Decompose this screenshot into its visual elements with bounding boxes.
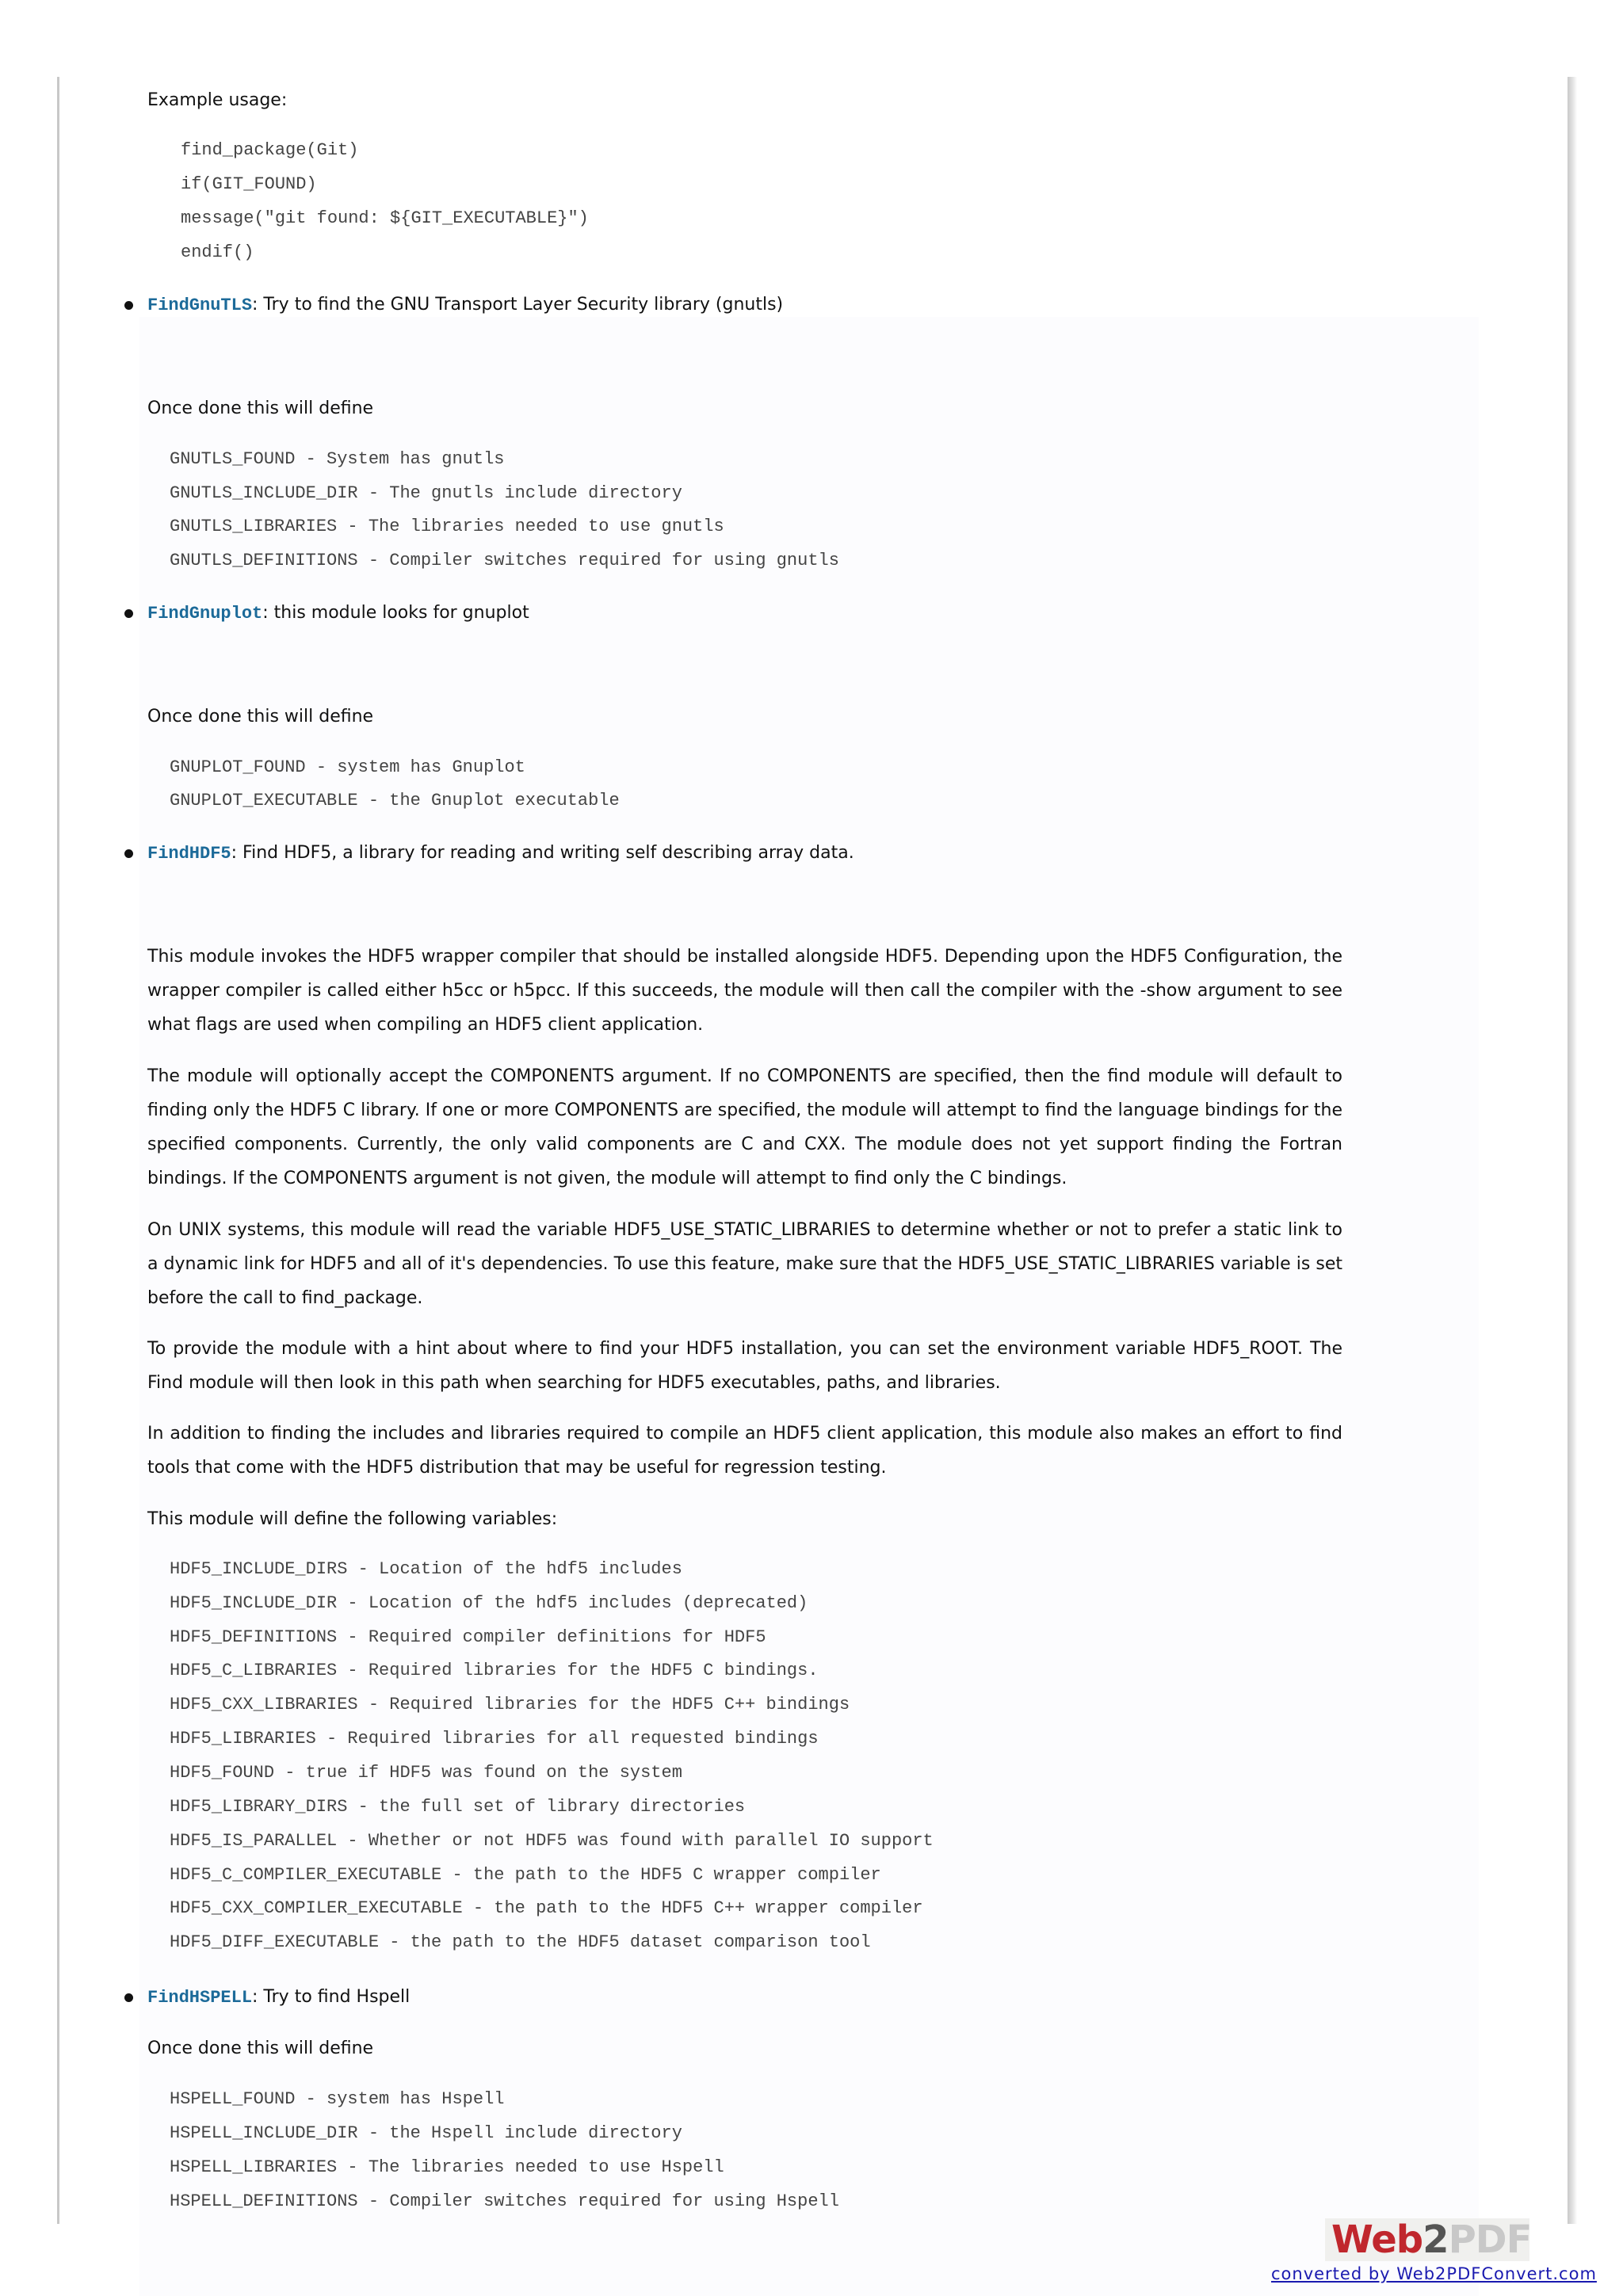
variable-line: HSPELL_INCLUDE_DIR - the Hspell include directory	[170, 2123, 682, 2143]
variable-line: GNUTLS_FOUND - System has gnutls	[170, 449, 505, 469]
variable-line: HDF5_LIBRARY_DIRS - the full set of library directories	[170, 1797, 746, 1817]
module-link-hspell[interactable]: FindHSPELL	[147, 1988, 253, 2008]
variable-line: HDF5_CXX_LIBRARIES - Required libraries for the HDF5 C++ bindings	[170, 1695, 850, 1714]
once-done-label: Once done this will define	[147, 399, 374, 418]
variable-line: HDF5_C_COMPILER_EXECUTABLE - the path to the HDF5 C wrapper compiler	[170, 1865, 881, 1885]
variable-line: GNUTLS_DEFINITIONS - Compiler switches required for using gnutls	[170, 551, 839, 570]
module-link-hdf5[interactable]: FindHDF5	[147, 844, 231, 864]
variable-line: HSPELL_DEFINITIONS - Compiler switches required for using Hspell	[170, 2191, 839, 2211]
variable-line: GNUPLOT_EXECUTABLE - the Gnuplot executable	[170, 791, 620, 810]
logo-web-text: Web	[1331, 2218, 1423, 2262]
logo-two-text: 2	[1423, 2218, 1449, 2262]
variable-line: HDF5_DIFF_EXECUTABLE - the path to the HDF5 dataset comparison tool	[170, 1932, 871, 1952]
hdf5-paragraph: On UNIX systems, this module will read the variable HDF5_USE_STATIC_LIBRARIES to determine whether or not to prefer a static link to a dynamic link for HDF5 and all of it's dependencies. To use this feature, make sure that the HDF5_USE_STATIC_LIBRARIES variable is set before the call to find_package.	[147, 1220, 1342, 1308]
page-shadow	[1568, 77, 1577, 2224]
code-line: if(GIT_FOUND)	[181, 174, 317, 194]
variable-line: HDF5_IS_PARALLEL - Whether or not HDF5 was found with parallel IO support	[170, 1831, 934, 1851]
variable-line: HDF5_INCLUDE_DIR - Location of the hdf5 includes (deprecated)	[170, 1593, 808, 1613]
module-item-hdf5	[147, 841, 854, 866]
web2pdf-logo	[1325, 2218, 1532, 2262]
hdf5-paragraph: To provide the module with a hint about where to find your HDF5 installation, you can set the environment variable HDF5_ROOT. The Find module will then look in this path when searching for HDF5 executables, paths, and libraries.	[147, 1339, 1342, 1393]
variable-line: HDF5_LIBRARIES - Required libraries for all requested bindings	[170, 1729, 819, 1749]
hdf5-paragraph: In addition to finding the includes and libraries required to compile an HDF5 client application, this module also makes an effort to find tools that come with the HDF5 distribution that may be useful for regression testing.	[147, 1424, 1342, 1478]
module-item-gnuplot	[147, 601, 529, 626]
module-description: : Try to find Hspell	[252, 1987, 411, 2007]
module-description: : Find HDF5, a library for reading and writing self describing array data.	[231, 843, 854, 863]
variable-line: HDF5_CXX_COMPILER_EXECUTABLE - the path to the HDF5 C++ wrapper compiler	[170, 1898, 923, 1918]
logo-pdf-text: PDF	[1448, 2218, 1532, 2262]
code-line: message("git found: ${GIT_EXECUTABLE}")	[181, 208, 589, 228]
converted-by-link[interactable]: converted by Web2PDFConvert.com	[1271, 2264, 1597, 2283]
variable-line: GNUPLOT_FOUND - system has Gnuplot	[170, 757, 525, 777]
hdf5-paragraph: This module invokes the HDF5 wrapper compiler that should be installed alongside HDF5. Depending upon the HDF5 Configuration, the wrapper compiler is called either h5cc or h5pcc. If this succeeds, the module will then call the compiler with the -show argument to see what flags are used when compiling an HDF5 client application.	[147, 947, 1342, 1035]
bullet-icon	[124, 301, 133, 310]
bullet-icon	[124, 849, 133, 858]
module-link-gnutls[interactable]: FindGnuTLS	[147, 296, 253, 315]
variable-line: HSPELL_FOUND - system has Hspell	[170, 2089, 505, 2109]
variable-line: HDF5_C_LIBRARIES - Required libraries for the HDF5 C bindings.	[170, 1661, 819, 1680]
code-line: find_package(Git)	[181, 140, 359, 160]
once-done-label: Once done this will define	[147, 707, 374, 727]
bullet-icon	[124, 609, 133, 618]
hdf5-paragraph: This module will define the following variables:	[147, 1509, 558, 1529]
bullet-icon	[124, 1993, 133, 2002]
code-line: endif()	[181, 242, 254, 262]
variable-line: HDF5_FOUND - true if HDF5 was found on the system	[170, 1763, 682, 1783]
hdf5-paragraph: The module will optionally accept the COMPONENTS argument. If no COMPONENTS are specified, then the find module will default to finding only the HDF5 C library. If one or more COMPONENTS are specified, the module will attempt to find the language bindings for the specified components. Currently, the only valid components are C and CXX. The module does not yet support finding the Fortran bindings. If the COMPONENTS argument is not given, the module will attempt to find only the C bindings.	[147, 1066, 1342, 1188]
module-description: : Try to find the GNU Transport Layer Security library (gnutls)	[252, 295, 784, 315]
module-item-hspell	[147, 1985, 410, 2010]
module-description: : this module looks for gnuplot	[262, 603, 529, 623]
variable-line: GNUTLS_LIBRARIES - The libraries needed to use gnutls	[170, 517, 724, 536]
variable-line: HSPELL_LIBRARIES - The libraries needed to use Hspell	[170, 2157, 724, 2177]
module-item-gnutls	[147, 293, 783, 318]
example-usage-label: Example usage:	[147, 90, 288, 110]
module-link-gnuplot[interactable]: FindGnuplot	[147, 604, 263, 624]
variable-line: HDF5_DEFINITIONS - Required compiler definitions for HDF5	[170, 1627, 766, 1647]
once-done-label: Once done this will define	[147, 2039, 374, 2058]
variable-line: GNUTLS_INCLUDE_DIR - The gnutls include directory	[170, 483, 682, 503]
variable-line: HDF5_INCLUDE_DIRS - Location of the hdf5 includes	[170, 1559, 682, 1579]
